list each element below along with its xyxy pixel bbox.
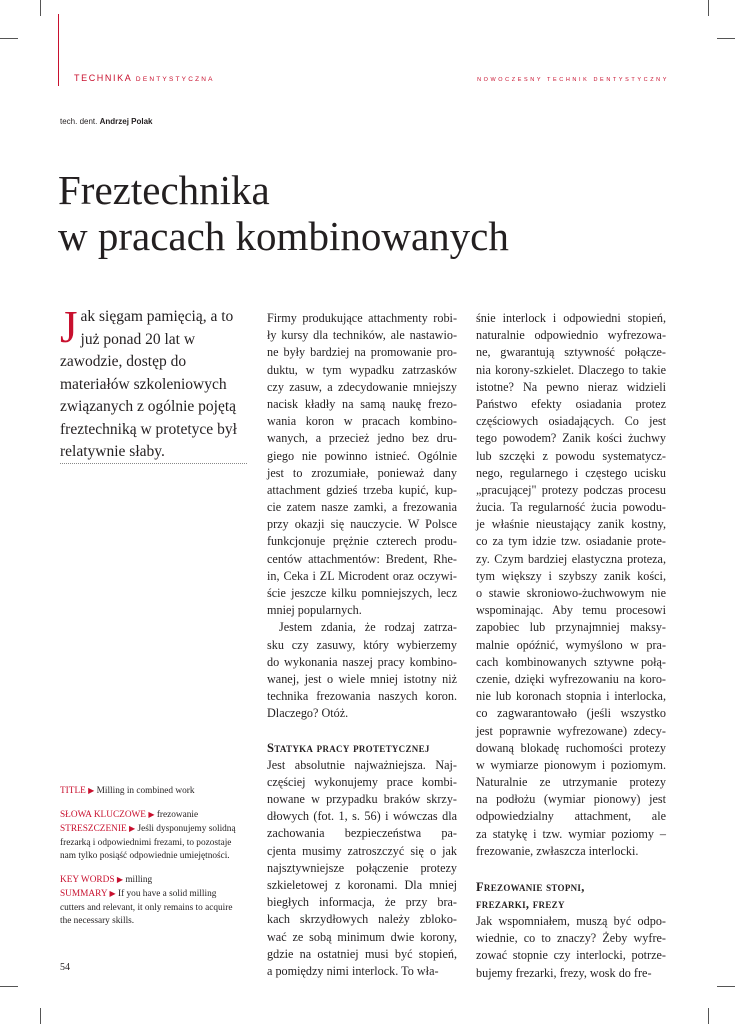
section-label-sub: DENTYSTYCZNA: [135, 76, 215, 83]
body-column-2: [476, 310, 666, 982]
article-title-line2: w pracach kombinowanych: [58, 213, 509, 259]
text-line: mniej popularnych.: [267, 603, 362, 618]
text-line: wspominając. Aby temu procesowi: [476, 603, 666, 618]
crop-mark: [708, 1008, 709, 1024]
meta-polish: [60, 808, 240, 864]
section-heading-text: Statyka pracy protetycznej: [267, 740, 430, 755]
text-line: nie lub koronach stopnia i interlocka,: [476, 689, 666, 704]
text-line: ły kursy dla techników, ale nastawio-: [267, 328, 457, 343]
text-line: o stawie skroniowo-żuchwowym nie: [476, 586, 666, 600]
text-line: Jestem zdania, że rodzaj zatrza-: [279, 620, 457, 635]
crop-mark: [40, 0, 41, 16]
crop-mark: [0, 38, 18, 39]
text-line: jest to zrozumiałe, ponieważ dany: [267, 465, 457, 480]
text-line: funkcjonuje prężnie czterech produ-: [267, 534, 457, 549]
text-line: gdzie na ostatniej musi być stopień,: [267, 946, 457, 961]
paragraph: [476, 310, 666, 860]
crop-mark: [717, 986, 735, 987]
meta-keywords-pl-value: frezowanie: [156, 809, 199, 820]
text-line: cie zatem nasze zamki, a frezowania: [267, 500, 457, 515]
text-line: lub szczęki z powodu systematycz-: [476, 448, 666, 463]
meta-title-label: TITLE: [60, 786, 86, 796]
meta-english: [60, 873, 240, 929]
text-line: nowane w przypadku braków skrzy-: [267, 792, 457, 807]
text-line: nego, regularnego i częstego ucisku: [476, 465, 666, 480]
text-line: Państwo efekty osiadania protez: [476, 396, 666, 411]
text-line: malnie opóźnić, wymyślono w pra-: [476, 637, 666, 652]
text-line: zy. Czym bardziej elastyczna proteza,: [476, 551, 666, 566]
crop-mark: [708, 0, 709, 16]
text-line: wanych, a przecież jedno bez dru-: [267, 431, 457, 446]
text-line: czy zasuw, a zdecydowanie mniejszy: [267, 379, 457, 394]
text-line: za statykę i tzw. wymiar poziomy –: [476, 826, 666, 841]
text-line: a pomiędzy nimi interlock. To wła-: [267, 963, 439, 978]
text-line: dowaną blokadę ruchomości protezy: [476, 740, 666, 755]
text-line: przy okazji się nauczycie. W Polsce: [267, 517, 457, 532]
meta-keywords-en-label: KEY WORDS: [60, 874, 115, 885]
text-line: giego nie powinno istnieć. Ogólnie: [267, 448, 457, 463]
lead-divider: [60, 463, 247, 464]
byline: [60, 117, 153, 126]
text-line: co zagwarantowało (jeśli wszystko: [476, 706, 666, 721]
lead-text: ak sięgam pamięcią, a to już ponad 20 lat w zawodzie, dostęp do materiałów szkoleniowych związanych z ogólnie pojętą freztechniką w protetyce był relatywnie słaby.: [60, 308, 237, 460]
arrow-right-icon: ▶: [128, 824, 136, 833]
text-line: cach kombinowanych sztywne połą-: [476, 654, 666, 669]
arrow-right-icon: ▶: [88, 786, 95, 795]
section-label: [74, 73, 215, 83]
text-line: biegłych informacja, że przy bra-: [267, 895, 457, 910]
byline-author: Andrzej Polak: [99, 117, 153, 126]
text-line: centów attachmentów: Bredent, Rhe-: [267, 551, 457, 566]
text-line: nacisk kładły na samą naukę frezo-: [267, 396, 457, 411]
text-line: ście jeszcze kilku pomniejszych, lecz: [267, 586, 457, 600]
meta-title: [60, 784, 240, 799]
meta-summary-en-label: SUMMARY: [60, 889, 108, 899]
text-line: na podłożu (wymiar pionowy) jest: [476, 792, 666, 807]
text-line: attachment gdzieś trzeba kupić, kup-: [267, 482, 457, 497]
text-line: Naturalnie ze utrzymanie protezy: [476, 775, 666, 790]
text-line: frezowanie, zwłaszcza interlocki.: [476, 843, 639, 858]
paragraph: [267, 757, 457, 980]
text-line: bujemy frezarki, frezy, wosk do fre-: [476, 965, 652, 980]
article-title: [58, 167, 698, 259]
text-line: in, Ceka i ZL Microdent oraz oczywi-: [267, 568, 457, 583]
meta-keywords-en-value: milling: [125, 874, 153, 885]
text-line: co za tym idzie tzw. osiadanie prote-: [476, 534, 666, 549]
body-column-1: [267, 310, 457, 980]
text-line: ne były bardziej na promowanie pro-: [267, 345, 457, 360]
section-heading: [267, 740, 457, 757]
header-accent-rule: [58, 14, 59, 86]
paragraph: [267, 310, 457, 619]
page-number: 54: [60, 962, 70, 973]
text-line: nia korony-szkielet. Dlaczego to takie: [476, 362, 666, 377]
paragraph: [476, 913, 666, 982]
crop-mark: [0, 986, 18, 987]
text-line: wanej, jest o wiele mniej istotny niż: [267, 671, 457, 686]
text-line: jest poprawnie wyfrezowane) zdecy-: [476, 723, 666, 738]
text-line: naturalnie odpowiednio wyfrezowa-: [476, 328, 666, 343]
text-line: odpowiedzialny attachment, ale: [476, 809, 666, 824]
arrow-right-icon: ▶: [116, 874, 123, 884]
text-line: „pracującej" protezy podczas procesu: [476, 482, 666, 497]
text-line: technika frezowania naszych koron.: [267, 689, 457, 704]
text-line: najsztywniejsze połączenie protezy: [267, 860, 457, 875]
crop-mark: [40, 1008, 41, 1024]
text-line: dłowych (fot. 1, s. 56) i wówczas dla: [267, 809, 457, 824]
text-line: Jest absolutnie najważniejsza. Naj-: [267, 757, 457, 772]
crop-mark: [717, 38, 735, 39]
section-heading-text: Frezowanie stopni,: [476, 880, 585, 894]
text-line: śnie interlock i odpowiedni stopień,: [476, 311, 666, 325]
meta-summary-pl-value: Jeśli dysponujemy solidną frezarką i odpowiednimi frezami, to pozostaje nam tylko posiąść odpowiednie umiejętności.: [60, 824, 236, 861]
section-heading: [476, 879, 666, 913]
meta-keywords-pl-label: SŁOWA KLUCZOWE: [60, 809, 146, 820]
text-line: duktu, w tym wypadku zatrzasków: [267, 362, 457, 377]
text-line: zapobiec lub przynajmniej maksy-: [476, 620, 666, 635]
section-heading-text: frezarki, frezy: [476, 897, 565, 911]
text-line: w wymiarze pionowym i poziomym.: [476, 757, 666, 772]
arrow-right-icon: ▶: [148, 809, 155, 819]
paragraph: [267, 619, 457, 722]
meta-summary-pl-label: STRESZCZENIE: [60, 824, 127, 834]
text-line: zachowania bezpieczeństwa pa-: [267, 826, 457, 841]
text-line: częściej wykonujemy prace kombi-: [267, 774, 457, 789]
text-line: do wykonania naszej pracy kombino-: [267, 654, 457, 669]
running-head: NOWOCZESNY TECHNIK DENTYSTYCZNY: [477, 77, 669, 83]
text-line: szkieletowej z koronami. Dla mniej: [267, 878, 457, 893]
section-label-main: TECHNIKA: [74, 73, 132, 83]
article-meta: [60, 784, 240, 938]
text-line: wiednie, co to znaczy? Żeby wyfre-: [476, 931, 666, 946]
text-line: sku czy zasuwy, który wybierzemy: [267, 637, 457, 652]
text-line: zować stopnie czy interlocki, potrze-: [476, 948, 666, 963]
text-line: czenie, dzięki wyfrezowaniu na koro-: [476, 671, 666, 686]
lead-paragraph: [60, 302, 248, 464]
article-title-line1: Freztechnika: [58, 167, 270, 213]
text-line: kach skrzydłowych należy zbloko-: [267, 912, 457, 927]
text-line: Jak wspomniałem, muszą być odpo-: [476, 914, 666, 928]
text-line: je właśnie nieustający zanik kostny,: [476, 517, 666, 532]
text-line: Firmy produkujące attachmenty robi-: [267, 311, 457, 325]
text-line: cjenta musimy zatroszczyć się o jak: [267, 843, 457, 858]
text-line: częściowych osiadających. Co jest: [476, 414, 666, 429]
text-line: żucia. Ta regularność żucia powodu-: [476, 500, 666, 515]
meta-summary-en-value: If you have a solid milling cutters and relevant, it only remains to acquire the necessary skills.: [60, 889, 233, 926]
text-line: Dlaczego? Otóż.: [267, 706, 349, 721]
text-line: wania koron w pracach kombino-: [267, 414, 457, 429]
text-line: ne, gwarantują sztywność połącze-: [476, 345, 666, 360]
meta-title-value: Milling in combined work: [96, 786, 195, 796]
byline-prefix: tech. dent.: [60, 117, 98, 126]
text-line: istotne? Na pewno nieraz widzieli: [476, 379, 666, 394]
arrow-right-icon: ▶: [109, 889, 116, 898]
text-line: wać ze sobą minimum dwie korony,: [267, 929, 457, 944]
text-line: tym większy i szybszy zanik kości,: [476, 568, 666, 583]
drop-cap: J: [60, 302, 78, 352]
text-line: tego powodem? Zanik kości żuchwy: [476, 431, 666, 446]
